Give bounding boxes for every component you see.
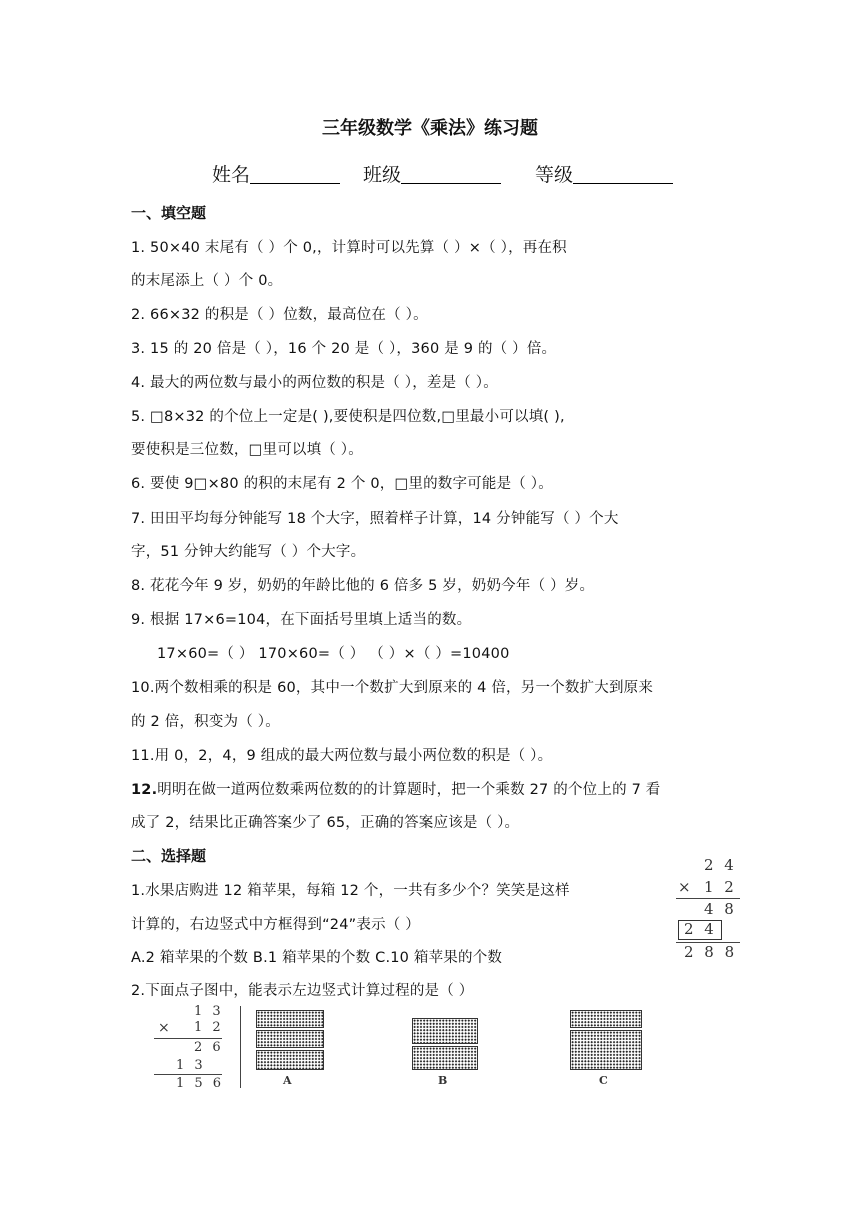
- dot-grid: [412, 1046, 478, 1070]
- calc2-partial-product-1: 2 6: [194, 1040, 224, 1055]
- choice-q1-options: A.2 箱苹果的个数 B.1 箱苹果的个数 C.10 箱苹果的个数: [131, 950, 503, 966]
- calc1-multiplicand: 2 4: [704, 856, 737, 874]
- choice-q1-line-2: 计算的，右边竖式中方框得到“24”表示（ ）: [131, 917, 420, 933]
- calc2-line: [154, 1074, 222, 1075]
- question-line: 的 2 倍，积变为（ ）。: [131, 714, 280, 730]
- question-line: 5. □8×32 的个位上一定是( ),要使积是四位数,□里最小可以填( ),: [131, 409, 565, 425]
- calc1-line: [676, 898, 740, 899]
- question-line: 要使积是三位数，□里可以填（ ）。: [131, 442, 363, 458]
- question-line: 17×60=（ ） 170×60=（ ） （ ）×（ ）=10400: [157, 646, 510, 662]
- calc2-partial-product-2: 1 3: [176, 1058, 206, 1073]
- dot-grid: [256, 1010, 324, 1028]
- section-2-heading: 二、选择题: [131, 847, 207, 865]
- question-line: 1. 50×40 末尾有（ ）个 0,，计算时可以先算（ ）×（ ），再在积: [131, 240, 567, 256]
- figure-divider: [240, 1006, 241, 1088]
- calc1-product: 2 8 8: [684, 943, 738, 961]
- question-line: 9. 根据 17×6=104，在下面括号里填上适当的数。: [131, 612, 472, 628]
- calc2-product: 1 5 6: [176, 1076, 225, 1091]
- calc2-times-sign: ×: [158, 1020, 170, 1036]
- class-field: [363, 160, 501, 187]
- question-line: 7. 田田平均每分钟能写 18 个大字，照着样子计算，14 分钟能写（ ）个大: [131, 511, 619, 527]
- choice-q1-line-1: 1.水果店购进 12 箱苹果，每箱 12 个，一共有多少个？笑笑是这样: [131, 883, 570, 899]
- name-blank[interactable]: [250, 164, 340, 184]
- question-12-line-1: [131, 778, 661, 799]
- dot-grid: [412, 1018, 478, 1044]
- dot-grid: [256, 1050, 324, 1070]
- question-line: 8. 花花今年 9 岁，奶奶的年龄比他的 6 倍多 5 岁，奶奶今年（ ）岁。: [131, 578, 595, 594]
- question-12-number: 12.: [131, 782, 158, 798]
- vertical-calculation-1: [668, 852, 748, 964]
- question-line: 11.用 0，2，4，9 组成的最大两位数与最小两位数的积是（ ）。: [131, 748, 553, 764]
- name-label: 姓名: [212, 164, 251, 186]
- grade-label: 等级: [535, 164, 574, 186]
- question-12-line-2: 成了 2，结果比正确答案少了 65，正确的答案应该是（ ）。: [131, 815, 520, 831]
- page-title: 三年级数学《乘法》练习题: [322, 118, 538, 139]
- grade-blank[interactable]: [573, 164, 673, 184]
- question-line: 4. 最大的两位数与最小的两位数的积是（ ），差是（ ）。: [131, 375, 498, 391]
- question-line: 10.两个数相乘的积是 60，其中一个数扩大到原来的 4 倍，另一个数扩大到原来: [131, 680, 654, 696]
- question-line: 3. 15 的 20 倍是（ ），16 个 20 是（ ），360 是 9 的（ ）倍。: [131, 341, 557, 357]
- calc1-partial-product-1: 4 8: [704, 900, 737, 918]
- dot-grid: [570, 1010, 642, 1028]
- dot-diagram-figure: [150, 1004, 650, 1092]
- question-line: 6. 要使 9□×80 的积的末尾有 2 个 0，□里的数字可能是（ ）。: [131, 476, 553, 492]
- option-c-label[interactable]: C: [599, 1074, 608, 1087]
- dot-grid: [256, 1030, 324, 1048]
- calc1-partial-product-2: 2 4: [684, 920, 717, 938]
- calc1-multiplier: 1 2: [704, 878, 737, 896]
- question-line: 字，51 分钟大约能写（ ）个大字。: [131, 544, 366, 560]
- calc2-multiplier: 1 2: [194, 1020, 224, 1035]
- question-12-text: 明明在做一道两位数乘两位数的的计算题时，把一个乘数 27 的个位上的 7 看: [157, 782, 661, 798]
- calc1-times-sign: ×: [678, 878, 691, 896]
- grade-field: [535, 160, 673, 187]
- option-a-label[interactable]: A: [283, 1074, 292, 1087]
- calc2-line: [154, 1038, 222, 1039]
- class-blank[interactable]: [401, 164, 501, 184]
- name-field: [212, 160, 340, 187]
- class-label: 班级: [363, 164, 402, 186]
- dot-grid: [570, 1030, 642, 1070]
- question-line: 的末尾添上（ ）个 0。: [131, 273, 283, 289]
- section-1-heading: 一、填空题: [131, 204, 207, 222]
- calc2-multiplicand: 1 3: [194, 1004, 224, 1019]
- choice-q2-line: 2.下面点子图中，能表示左边竖式计算过程的是（ ）: [131, 983, 474, 999]
- option-b-label[interactable]: B: [438, 1074, 448, 1087]
- question-line: 2. 66×32 的积是（ ）位数，最高位在（ ）。: [131, 307, 428, 323]
